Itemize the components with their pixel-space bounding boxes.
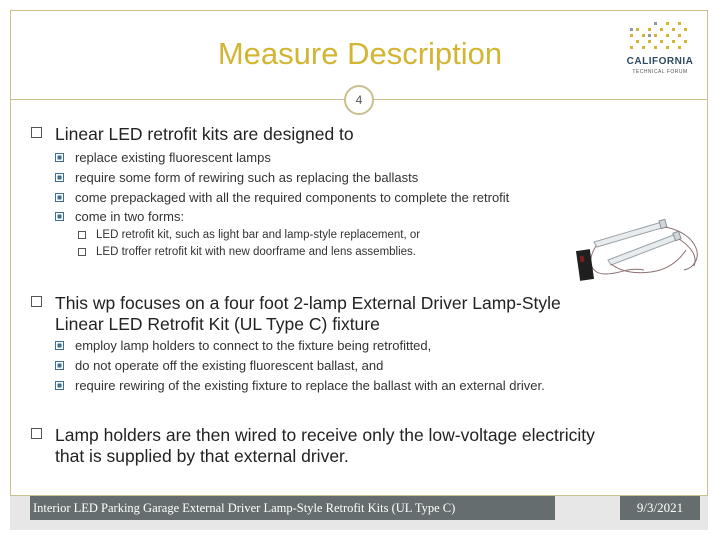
bullet-1-item-1-text: replace existing fluorescent lamps (75, 150, 271, 165)
footer-date: 9/3/2021 (620, 496, 700, 520)
bullet-2-item-2 (75, 358, 383, 374)
footer-caption: Interior LED Parking Garage External Driver Lamp-Style Retrofit Kits (UL Type C) (30, 496, 555, 520)
bullet-2-text-line-1: This wp focuses on a four foot 2-lamp External Driver Lamp-Style (55, 293, 561, 313)
logo-subtitle: TECHNICAL FORUM (632, 69, 688, 75)
bullet-1-item-3-text: come prepackaged with all the required components to complete the retrofit (75, 190, 510, 205)
bullet-1-subitem-2 (96, 245, 416, 259)
square-bullet-icon (55, 153, 64, 162)
bullet-2-item-3 (75, 378, 545, 394)
bullet-3-continued (55, 445, 349, 467)
bullet-3 (55, 424, 595, 446)
square-bullet-icon (55, 341, 64, 350)
bullet-2-item-1-text: employ lamp holders to connect to the fixture being retrofitted, (75, 338, 432, 353)
slide-footer (10, 495, 708, 530)
square-bullet-icon (55, 212, 64, 221)
checkbox-bullet-icon (31, 296, 42, 307)
bullet-3-text-line-1: Lamp holders are then wired to receive only the low-voltage electricity (55, 425, 595, 445)
logo-dots-graphic (626, 22, 692, 52)
bullet-1-subitem-1 (96, 228, 420, 242)
bullet-1-subitem-1-text: LED retrofit kit, such as light bar and lamp-style replacement, or (96, 229, 421, 241)
checkbox-bullet-icon (78, 248, 86, 256)
bullet-1-item-2 (75, 170, 418, 186)
bullet-3-text-line-2: that is supplied by that external driver. (55, 446, 349, 466)
square-bullet-icon (55, 173, 64, 182)
bullet-1-item-1 (75, 150, 271, 166)
square-bullet-icon (55, 381, 64, 390)
bullet-2-item-3-text: require rewiring of the existing fixture to replace the ballast with an external driver. (75, 378, 545, 393)
bullet-2-item-2-text: do not operate off the existing fluorescent ballast, and (75, 358, 384, 373)
logo-wordmark: CALIFORNIA (626, 56, 694, 67)
checkbox-bullet-icon (31, 428, 42, 439)
bullet-2 (55, 292, 561, 314)
bullet-1-item-4-text: come in two forms: (75, 209, 185, 224)
bullet-1-item-3 (75, 190, 509, 206)
checkbox-bullet-icon (78, 231, 86, 239)
bullet-2-item-1 (75, 338, 431, 354)
square-bullet-icon (55, 361, 64, 370)
title-rule-right (374, 99, 708, 100)
led-retrofit-kit-photo (566, 212, 706, 290)
bullet-1-item-4 (75, 209, 184, 225)
title-rule-left (10, 99, 344, 100)
bullet-1-subitem-2-text: LED troffer retrofit kit with new doorframe and lens assemblies. (96, 246, 417, 258)
bullet-2-continued (55, 313, 380, 335)
bullet-1-item-2-text: require some form of rewiring such as replacing the ballasts (75, 170, 419, 185)
bullet-1-text: Linear LED retrofit kits are designed to (55, 124, 354, 144)
california-technical-forum-logo (622, 20, 698, 80)
checkbox-bullet-icon (31, 127, 42, 138)
bullet-1 (55, 123, 354, 145)
square-bullet-icon (55, 193, 64, 202)
page-number-badge: 4 (344, 85, 374, 115)
bullet-2-text-line-2: Linear LED Retrofit Kit (UL Type C) fixture (55, 314, 380, 334)
slide-title: Measure Description (217, 36, 503, 71)
